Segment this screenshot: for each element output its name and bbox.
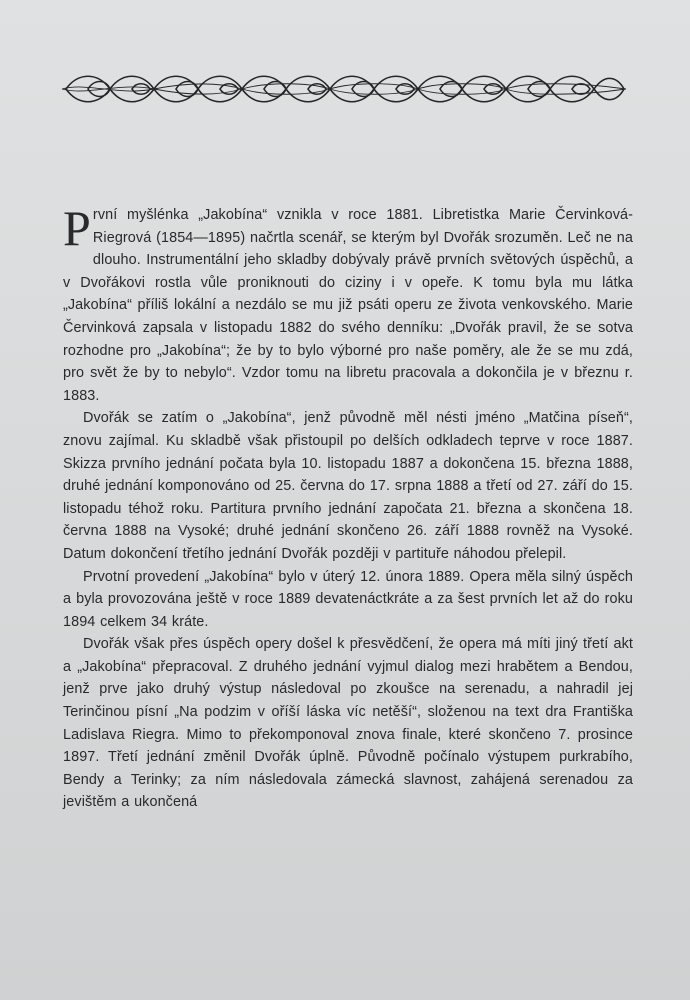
paragraph-3: Prvotní provedení „Jakobína“ bylo v úterý 12. února 1889. Opera měla silný úspěch a byla provozována ještě v roce 1889 devatenáctkráte a za šest prvních let až do roku 1894 celkem 34 kráte. [63, 568, 633, 630]
body-text [63, 200, 633, 814]
paragraph-4: Dvořák však přes úspěch opery došel k přesvědčení, že opera má míti jiný třetí akt a „Jakobína“ přepracoval. Z druhého jednání vyjmul dialog mezi hrabětem a Bendou, jenž prve jako druhý výstup následoval po zkoušce na serenadu, a nahradil jej Terinčinou písní „Na podzim v oříší láska víc netěší“, složenou na text dra Františka Ladislava Riegra. Mimo to překomponoval znova finale, které skončeno 7. prosince 1897. Třetí jednání změnil Dvořák úplně. Původně počínalo výstupem purkrabího, Bendy a Terinky; za ním následovala zámecká slavnost, zahájená serenadou za jevištěm a ukončená [63, 636, 633, 811]
ornamental-scroll-border-icon [58, 64, 630, 114]
paragraph-2: Dvořák se zatím o „Jakobína“, jenž původně měl nésti jméno „Matčina píseň“, znovu zajímal. Ku skladbě však přistoupil po delších odkladech teprve v roce 1887. Skizza prvního jednání počata byla 10. listopadu 1887 a dokončena 15. března 1888, druhé jednání komponováno od 25. června do 17. srpna 1888 a třetí od 27. září do 15. listopadu téhož roku. Partitura prvního jednání započata 21. března a skončena 18. června 1888 na Vysoké; druhé jednání skončeno 26. září 1888 rovněž na Vysoké. Datum dokončení třetího jednání Dvořák později v partituře náhodou přelepil. [63, 410, 633, 562]
drop-cap-initial: P [63, 200, 91, 256]
paragraph-1 [63, 200, 633, 407]
paragraph-1-body: rvní myšlénka „Jakobína“ vznikla v roce 1881. Libretistka Marie Červinková-Riegrová (1854—1895) načrtla scenář, se kterým byl Dvořák srozuměn. Leč ne na dlouho. Instrumentální jeho skladby dobývaly právě prvních světových úspěchů, a v Dvořákovi rostla vůle proniknouti do ciziny i v opeře. K tomu byla mu látka „Jakobína“ příliš lokální a nezdálo se mu již psáti operu ze života venkovského. Marie Červinková zapsala v listopadu 1882 do svého denníku: „Dvořák pravil, že se sotva rozhodne pro „Jakobína“; že by to bylo výborné pro naše poměry, ale že se mu zdá, pro svět že by to nebylo“. Vzdor tomu na libretu pracovala a dokončila je v březnu r. 1883. [63, 207, 633, 404]
